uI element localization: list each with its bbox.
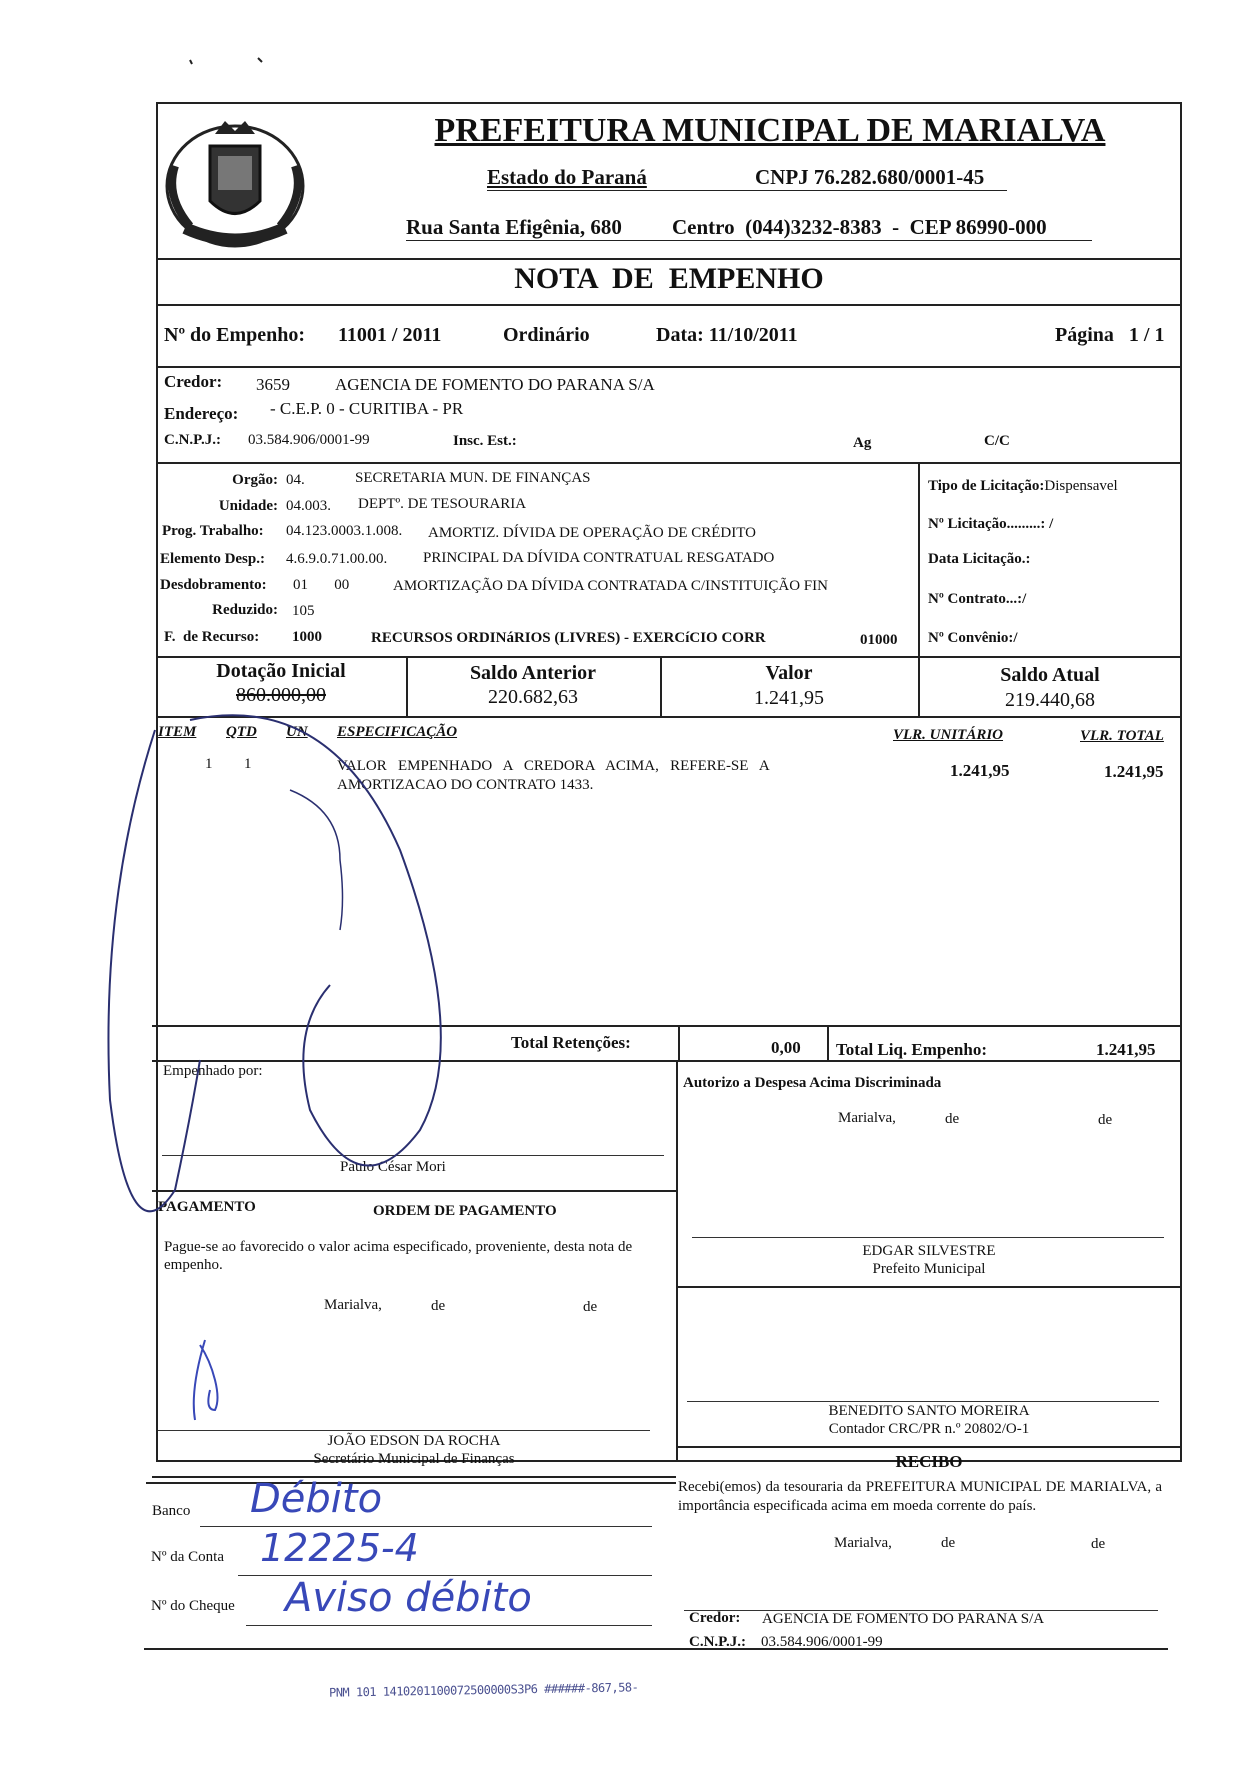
dotacao-label: Dotação Inicial: [216, 660, 346, 682]
valor-value: 1.241,95: [754, 687, 824, 709]
orgao-label: Orgão:: [232, 472, 278, 488]
cheque-label: Nº do Cheque: [151, 1598, 235, 1614]
col-qtd: QTD: [226, 724, 257, 740]
recibo-de1: de: [941, 1535, 956, 1551]
banco-handwritten: Débito: [250, 1476, 383, 1522]
recibo-de2: de: [1091, 1536, 1106, 1552]
total-retencoes-label: Total Retenções:: [511, 1033, 631, 1052]
contact-label: Centro (044)3232-8383 - CEP 86990-000: [672, 215, 1047, 239]
fonte-code: 1000: [292, 629, 322, 645]
contador-role: Contador CRC/PR n.º 20802/O-1: [828, 1421, 1030, 1437]
prog-name: AMORTIZ. DÍVIDA DE OPERAÇÃO DE CRÉDITO: [428, 525, 756, 541]
cc-label: C/C: [984, 433, 1010, 449]
credor-name: AGENCIA DE FOMENTO DO PARANA S/A: [335, 375, 655, 394]
row-total-value: 1.241,95: [1104, 762, 1164, 781]
recibo-cnpj-label: C.N.P.J.:: [689, 1634, 746, 1650]
empenho-date: Data: 11/10/2011: [656, 324, 798, 346]
prog-code: 04.123.0003.1.008.: [286, 523, 403, 539]
fonte-label: F. de Recurso:: [164, 629, 260, 645]
total-retencoes-value: 0,00: [771, 1038, 801, 1057]
saldo-atual-value: 219.440,68: [1005, 689, 1095, 711]
col-especificacao: ESPECIFICAÇÃO: [337, 724, 458, 740]
orgao-code: 04.: [286, 472, 305, 488]
data-licitacao-label: Data Licitação.:: [928, 551, 1031, 567]
secretario-name: JOÃO EDSON DA ROCHA: [327, 1433, 501, 1449]
recibo-credor-label: Credor:: [689, 1610, 741, 1626]
empenhado-label: Empenhado por:: [163, 1063, 263, 1079]
dotacao-value: 860.000,00: [236, 684, 326, 706]
row-unit-value: 1.241,95: [950, 761, 1010, 780]
credor-address: - C.E.P. 0 - CURITIBA - PR: [270, 399, 464, 418]
page-number: Página 1 / 1: [1055, 324, 1165, 346]
recibo-title: RECIBO: [895, 1452, 963, 1471]
saldo-anterior-value: 220.682,63: [488, 686, 578, 708]
pagamento-text: Pague-se ao favorecido o valor acima especificado, proveniente, desta nota de empenho.: [164, 1239, 633, 1273]
state-label: Estado do Paraná: [487, 165, 647, 189]
reduzido-label: Reduzido:: [212, 602, 278, 618]
conta-label: Nº da Conta: [151, 1549, 224, 1565]
reduzido-code: 105: [292, 603, 315, 619]
valor-label: Valor: [765, 662, 813, 684]
prog-label: Prog. Trabalho:: [162, 523, 264, 539]
cnpj-label: CNPJ 76.282.680/0001-45: [755, 165, 985, 189]
autorizo-label: Autorizo a Despesa Acima Discriminada: [683, 1075, 942, 1091]
autorizo-de1: de: [945, 1111, 960, 1127]
total-liq-value: 1.241,95: [1096, 1040, 1156, 1059]
total-liq-label: Total Liq. Empenho:: [836, 1040, 987, 1059]
prefeito-role: Prefeito Municipal: [872, 1261, 986, 1277]
orgao-name: SECRETARIA MUN. DE FINANÇAS: [355, 470, 591, 486]
num-licitacao-label: Nº Licitação.........: /: [928, 516, 1054, 532]
address-field-label: Endereço:: [164, 404, 239, 423]
credor-cnpj: 03.584.906/0001-99: [248, 432, 370, 448]
ordem-pagamento-label: ORDEM DE PAGAMENTO: [373, 1203, 557, 1219]
footer-code: PNM 101 1410201100072500000S3P6 ######-867,58-: [328, 1680, 639, 1700]
elemento-label: Elemento Desp.:: [160, 551, 265, 567]
pagamento-label: PAGAMENTO: [158, 1199, 256, 1215]
row-item: 1: [205, 756, 213, 772]
saldo-atual-label: Saldo Atual: [1000, 664, 1100, 686]
empenho-number: 11001 / 2011: [338, 324, 442, 346]
desdobramento-label: Desdobramento:: [160, 577, 267, 593]
pagamento-de1: de: [431, 1298, 446, 1314]
col-vlr-unitario: VLR. UNITÁRIO: [893, 727, 1004, 743]
credor-label: Credor:: [164, 372, 223, 391]
recibo-text: Recebi(emos) da tesouraria da PREFEITURA MUNICIPAL DE MARIALVA, a importância especificada acima em moeda corrente do país.: [678, 1479, 1162, 1514]
unidade-name: DEPTº. DE TESOURARIA: [358, 496, 527, 512]
recibo-cnpj: 03.584.906/0001-99: [761, 1634, 883, 1650]
saldo-anterior-label: Saldo Anterior: [469, 662, 597, 684]
contador-name: BENEDITO SANTO MOREIRA: [828, 1403, 1030, 1419]
tipo-licitacao-value: Dispensavel: [1044, 478, 1118, 494]
credor-cnpj-label: C.N.P.J.:: [164, 432, 221, 448]
contrato-label: Nº Contrato...:/: [928, 591, 1027, 607]
doc-title: NOTA DE EMPENHO: [514, 262, 824, 295]
recibo-place: Marialva,: [834, 1535, 892, 1551]
cheque-handwritten: Aviso débito: [285, 1575, 532, 1621]
col-item: ITEM: [158, 724, 197, 740]
prefeito-name: EDGAR SILVESTRE: [862, 1243, 996, 1259]
col-un: UN: [286, 724, 308, 740]
insc-est-label: Insc. Est.:: [453, 433, 517, 449]
address-label: Rua Santa Efigênia, 680: [406, 215, 622, 239]
pagamento-de2: de: [583, 1299, 598, 1315]
secretario-role: Secretário Municipal de Finanças: [313, 1451, 515, 1467]
empenhado-name: Paulo César Mori: [340, 1159, 446, 1175]
recibo-credor-name: AGENCIA DE FOMENTO DO PARANA S/A: [762, 1611, 1045, 1627]
autorizo-de2: de: [1098, 1112, 1113, 1128]
credor-code: 3659: [256, 375, 290, 394]
empenho-type: Ordinário: [503, 324, 590, 346]
unidade-code: 04.003.: [286, 498, 331, 514]
agency-label: Ag: [853, 435, 872, 451]
page-title: PREFEITURA MUNICIPAL DE MARIALVA: [434, 112, 1106, 149]
tipo-licitacao-text: Tipo de Licitação:: [928, 478, 1045, 494]
elemento-name: PRINCIPAL DA DÍVIDA CONTRATUAL RESGATADO: [423, 550, 775, 566]
pagamento-place: Marialva,: [324, 1297, 382, 1313]
empenho-number-label: Nº do Empenho:: [164, 324, 306, 346]
desdobramento-name: AMORTIZAÇÃO DA DÍVIDA CONTRATADA C/INSTITUIÇÃO FIN: [393, 578, 828, 594]
elemento-code: 4.6.9.0.71.00.00.: [286, 551, 388, 567]
desdobramento-code: 01 00: [293, 577, 350, 593]
fonte-number: 01000: [860, 632, 898, 648]
row-spec-line1: VALOR EMPENHADO A CREDORA ACIMA, REFERE-SE A: [337, 758, 770, 774]
row-spec-line2: AMORTIZACAO DO CONTRATO 1433.: [337, 777, 594, 793]
unidade-label: Unidade:: [218, 498, 278, 514]
conta-handwritten: 12225-4: [260, 1526, 419, 1570]
autorizo-place: Marialva,: [838, 1110, 896, 1126]
col-vlr-total: VLR. TOTAL: [1080, 728, 1164, 744]
convenio-label: Nº Convênio:/: [928, 630, 1018, 646]
banco-label: Banco: [152, 1503, 191, 1519]
row-qtd: 1: [244, 756, 252, 772]
fonte-name: RECURSOS ORDINáRIOS (LIVRES) - EXERCíCIO CORR: [371, 630, 766, 646]
